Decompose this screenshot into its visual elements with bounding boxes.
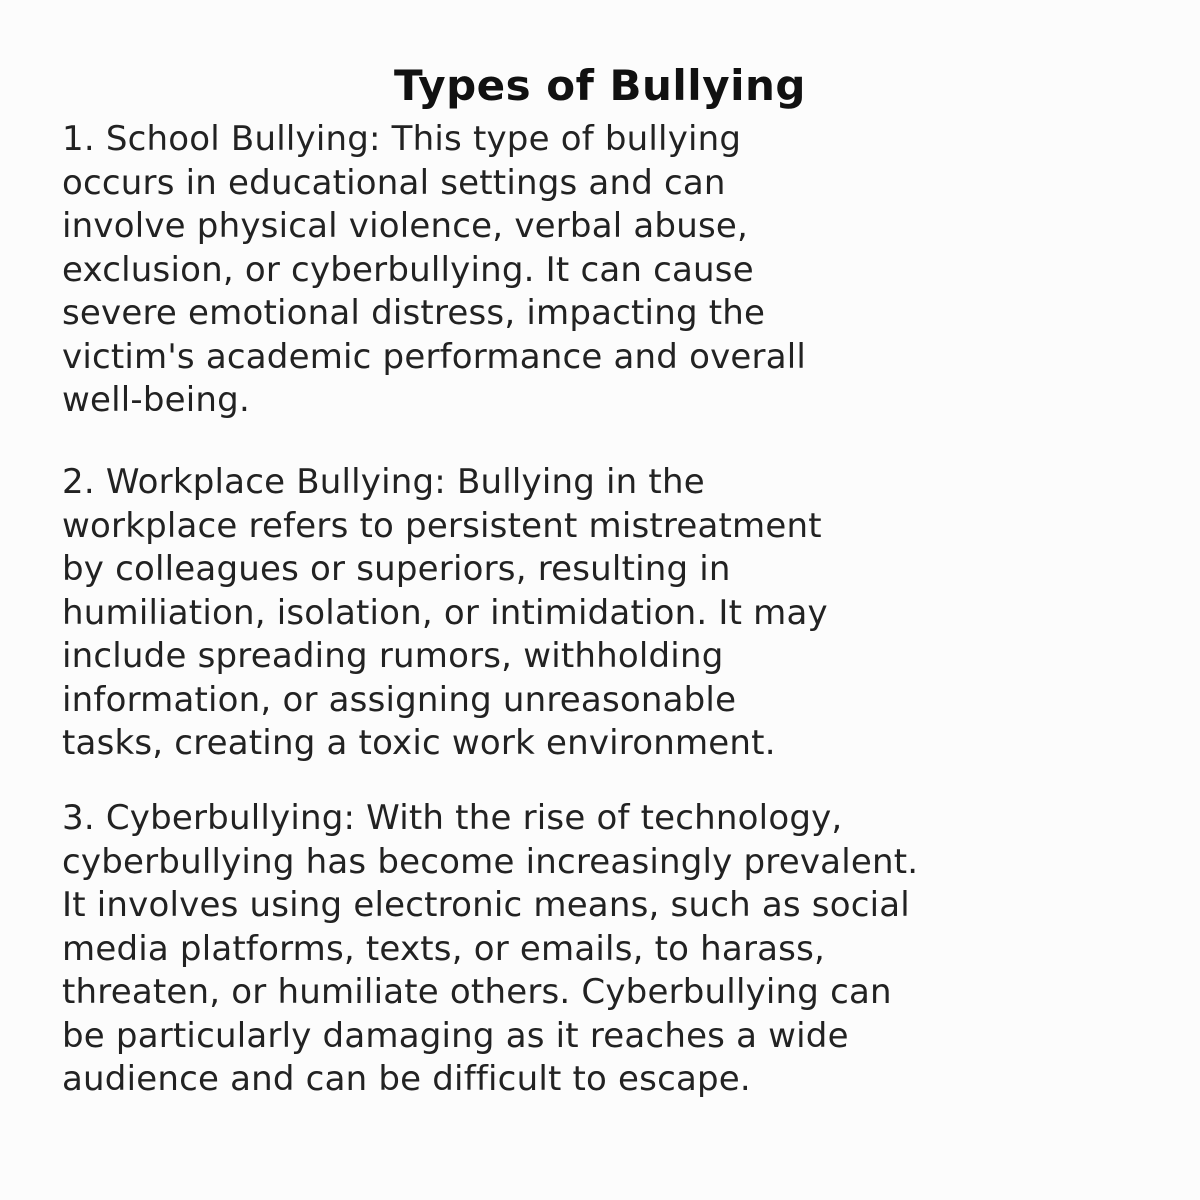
- text-line: cyberbullying has become increasingly prevalent.: [62, 841, 919, 882]
- section-cyberbullying: [62, 797, 1162, 1102]
- text-line: occurs in educational settings and can: [62, 162, 726, 203]
- section-workplace-bullying: [62, 461, 1162, 766]
- text-line: be particularly damaging as it reaches a wide: [62, 1015, 849, 1056]
- text-line: media platforms, texts, or emails, to harass,: [62, 928, 825, 969]
- text-line: involve physical violence, verbal abuse,: [62, 206, 749, 246]
- text-line: workplace refers to persistent mistreatment: [62, 505, 822, 546]
- text-line: victim's academic performance and overall: [62, 336, 807, 377]
- text-line: 3. Cyberbullying: With the rise of technology,: [62, 798, 843, 838]
- text-line: severe emotional distress, impacting the: [62, 293, 766, 333]
- page-title: Types of Bullying: [394, 61, 806, 111]
- text-line: information, or assigning unreasonable: [62, 679, 737, 720]
- text-line: humiliation, isolation, or intimidation. It may: [62, 592, 828, 633]
- text-line: audience and can be difficult to escape.: [62, 1059, 751, 1099]
- text-line: exclusion, or cyberbullying. It can cause: [62, 249, 754, 290]
- text-line: well-being.: [62, 380, 250, 420]
- text-line: by colleagues or superiors, resulting in: [62, 549, 731, 589]
- text-line: tasks, creating a toxic work environment.: [62, 723, 776, 763]
- text-line: 2. Workplace Bullying: Bullying in the: [62, 462, 705, 502]
- text-line: It involves using electronic means, such as social: [62, 885, 910, 925]
- section-school-bullying: [62, 118, 1162, 423]
- text-line: include spreading rumors, withholding: [62, 636, 724, 676]
- text-line: threaten, or humiliate others. Cyberbullying can: [62, 972, 892, 1012]
- text-line: 1. School Bullying: This type of bullying: [62, 119, 742, 159]
